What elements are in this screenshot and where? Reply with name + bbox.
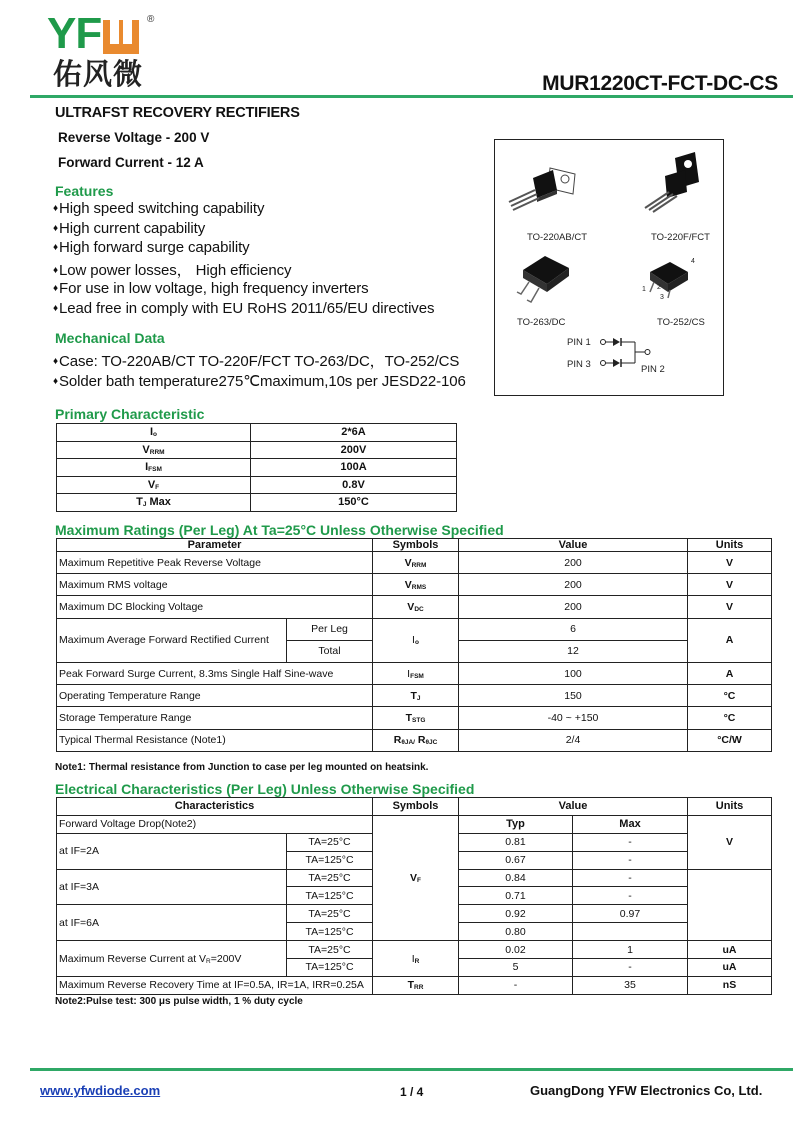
table-row: at IF=2A TA=25°C 0.81 -: [57, 833, 772, 851]
pin-number-3: 3: [660, 294, 664, 301]
pin3-label: PIN 3: [567, 359, 591, 370]
table-row: $I_o$ 2*6A: [57, 424, 457, 442]
table-row: TA=125°C 0.67 -: [57, 851, 772, 869]
table-row: Storage Temperature Range $T_{STG}$ -40 ~ +150 °C: [57, 707, 772, 729]
table-row: $V_{RRM}$ 200V: [57, 441, 457, 459]
table-row: Peak Forward Surge Current, 8.3ms Single Half Sine-wave $I_{FSM}$ 100 A: [57, 662, 772, 684]
electrical-heading: Electrical Characteristics (Per Leg) Unless Otherwise Specified: [55, 781, 475, 797]
max-ratings-heading: Maximum Ratings (Per Leg) At Ta=25°C Unless Otherwise Specified: [55, 522, 504, 538]
table-row: Typical Thermal Resistance (Note1) $R_{\theta JA/}$ $R_{\theta JC}$ 2/4 °C/W: [57, 729, 772, 751]
logo-chinese-name: 佑风微: [53, 59, 144, 91]
company-logo: [47, 9, 167, 94]
table-row: Forward Voltage Drop(Note2) $V_F$ Typ Max V: [57, 815, 772, 833]
document-title: ULTRAFST RECOVERY RECTIFIERS: [55, 105, 300, 121]
bullet-diamond-icon: ♦: [53, 283, 59, 294]
bullet-diamond-icon: ♦: [53, 303, 59, 314]
feature-item: ♦High speed switching capability: [53, 200, 265, 217]
table-row: Maximum Repetitive Peak Reverse Voltage $V_{RRM}$ 200 V: [57, 552, 772, 574]
bullet-diamond-icon: ♦: [53, 356, 59, 367]
diode-schematic-icon: [599, 336, 659, 368]
table-row: TA=125°C 5 - uA: [57, 959, 772, 977]
table-row: at IF=3A TA=25°C 0.84 -: [57, 869, 772, 887]
logo-u-mark: [103, 20, 139, 54]
table-row: Maximum Reverse Current at $V_R=200V$ TA=25°C $I_R$ 0.02 1 uA: [57, 941, 772, 959]
pin-number-1: 1: [642, 286, 646, 293]
feature-item: ♦High forward surge capability: [53, 239, 250, 256]
package-label-to252: TO-252/CS: [657, 317, 705, 328]
table-row: TA=125°C 0.80: [57, 923, 772, 941]
table-row: TA=125°C 0.71 -: [57, 887, 772, 905]
table-row: Maximum RMS voltage $V_{RMS}$ 200 V: [57, 574, 772, 596]
table-row: Operating Temperature Range $T_J$ 150 °C: [57, 685, 772, 707]
feature-item: ♦Low power losses， High efficiency: [53, 262, 292, 279]
bullet-diamond-icon: ♦: [53, 265, 59, 276]
bullet-diamond-icon: ♦: [53, 376, 59, 387]
table-row: Maximum DC Blocking Voltage $V_{DC}$ 200 V: [57, 596, 772, 618]
package-label-to220f: TO-220F/FCT: [651, 232, 710, 243]
bullet-diamond-icon: ♦: [53, 223, 59, 234]
table-row: $I_{FSM}$ 100A: [57, 459, 457, 477]
pin2-label: PIN 2: [641, 364, 665, 375]
mechanical-item: ♦Solder bath temperature275℃maximum,10s per JESD22-106: [53, 373, 466, 390]
feature-item: ♦High current capability: [53, 220, 206, 237]
bullet-diamond-icon: ♦: [53, 203, 59, 214]
bullet-diamond-icon: ♦: [53, 242, 59, 253]
table-row: $V_F$ 0.8V: [57, 476, 457, 494]
part-number: MUR1220CT-FCT-DC-CS: [542, 72, 778, 95]
page-number: 1 / 4: [400, 1085, 424, 1099]
logo-letters: YF: [47, 9, 102, 58]
table-header-row: Characteristics Symbols Value Units: [57, 798, 772, 816]
mechanical-heading: Mechanical Data: [55, 330, 165, 346]
to220ab-package-icon: [505, 160, 585, 220]
registered-mark: ®: [147, 14, 155, 25]
reverse-voltage-spec: Reverse Voltage - 200 V: [58, 130, 210, 145]
table-row: Maximum Reverse Recovery Time at IF=0.5A, IR=1A, IRR=0.25A $T_{RR}$ - 35 nS: [57, 976, 772, 994]
package-outline-box: [494, 139, 724, 396]
pin1-label: PIN 1: [567, 337, 591, 348]
feature-item: ♦Lead free in comply with EU RoHS 2011/65/EU directives: [53, 300, 435, 317]
max-ratings-table: [56, 538, 772, 752]
company-name: GuangDong YFW Electronics Co, Ltd.: [530, 1083, 763, 1098]
feature-item: ♦For use in low voltage, high frequency inverters: [53, 280, 369, 297]
table-row: $T_J$ Max 150°C: [57, 494, 457, 512]
package-label-to220ab: TO-220AB/CT: [527, 232, 588, 243]
table-row: Total 12: [57, 640, 772, 662]
header-divider: [30, 95, 793, 98]
features-heading: Features: [55, 183, 114, 199]
to220f-package-icon: [635, 152, 715, 222]
primary-heading: Primary Characteristic: [55, 406, 205, 422]
to263-package-icon: [515, 252, 585, 312]
electrical-characteristics-table: [56, 797, 772, 995]
footer-divider: [30, 1068, 793, 1071]
note1: Note1: Thermal resistance from Junction to case per leg mounted on heatsink.: [55, 762, 429, 773]
primary-characteristic-table: [56, 423, 457, 512]
table-row: Maximum Average Forward Rectified Current Per Leg $I_o$ 6 A: [57, 618, 772, 640]
package-label-to263: TO-263/DC: [517, 317, 566, 328]
table-header-row: Parameter Symbols Value Units: [57, 539, 772, 552]
forward-current-spec: Forward Current - 12 A: [58, 155, 204, 170]
to252-package-icon: [640, 258, 710, 308]
note2: Note2:Pulse test: 300 μs pulse width, 1 % duty cycle: [55, 996, 303, 1007]
pin-number-2: 2: [657, 284, 661, 291]
website-link[interactable]: www.yfwdiode.com: [40, 1083, 161, 1098]
pin-number-4: 4: [691, 258, 695, 265]
table-row: at IF=6A TA=25°C 0.92 0.97: [57, 905, 772, 923]
mechanical-item: ♦Case: TO-220AB/CT TO-220F/FCT TO-263/DC，TO-252/CS: [53, 353, 460, 370]
